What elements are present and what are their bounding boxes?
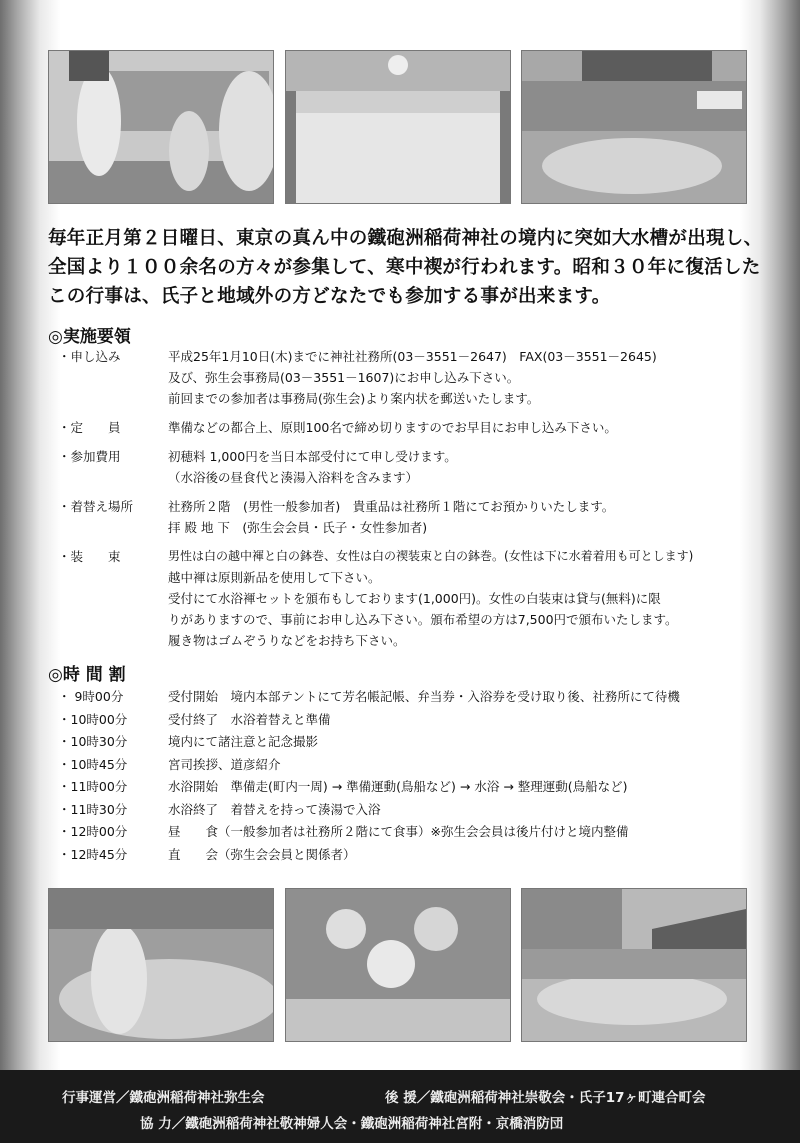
schedule-list bbox=[58, 686, 758, 866]
guideline-text: 準備などの都合上、原則100名で締め切りますのでお早目にお申し込み下さい。 bbox=[168, 420, 617, 435]
guideline-label: ・定 員 bbox=[58, 420, 121, 435]
schedule-time: ・10時00分 bbox=[58, 711, 128, 727]
guidelines-list bbox=[58, 346, 758, 659]
schedule-time: ・ 9時00分 bbox=[58, 689, 124, 704]
guideline-text: 平成25年1月10日(木)までに神社社務所(03－3551－2647) FAX(03－3551－2645) bbox=[168, 349, 657, 364]
guideline-text: りがありますので、事前にお申し込み下さい。頒布希望の方は7,500円で頒布いたします。 bbox=[168, 612, 678, 627]
guideline-label: ・着替え場所 bbox=[58, 499, 134, 514]
schedule-row bbox=[58, 821, 758, 844]
photo-bathers-closeup bbox=[285, 888, 511, 1042]
guideline-text: 越中褌は原則新品を使用して下さい。 bbox=[168, 570, 381, 585]
guideline-body bbox=[168, 546, 758, 651]
guideline-changing-room bbox=[58, 496, 758, 538]
footer-cooperation: 協 力／鐵砲洲稲荷神社敬神婦人会・鐵砲洲稲荷神社宮附・京橋消防団 bbox=[140, 1116, 564, 1132]
photo-group-portrait-image bbox=[286, 51, 510, 203]
photo-carrying-procession-image bbox=[49, 51, 273, 203]
guideline-body bbox=[168, 446, 758, 488]
intro-line: この行事は、氏子と地域外の方どなたでも参加する事が出来ます。 bbox=[48, 286, 611, 307]
intro-line: 毎年正月第２日曜日、東京の真ん中の鐵砲洲稲荷神社の境内に突如大水槽が出現し、 bbox=[48, 228, 763, 249]
photo-carrying-procession bbox=[48, 50, 274, 204]
guideline-application bbox=[58, 346, 758, 409]
guideline-text: （水浴後の昼食代と湊湯入浴料を含みます） bbox=[168, 470, 419, 485]
guideline-label: ・参加費用 bbox=[58, 449, 121, 464]
guideline-capacity bbox=[58, 417, 758, 438]
guideline-body bbox=[168, 496, 758, 538]
schedule-desc: 水浴終了 着替えを持って湊湯で入浴 bbox=[168, 801, 381, 817]
guideline-text: 及び、弥生会事務局(03－3551－1607)にお申し込み下さい。 bbox=[168, 370, 520, 385]
schedule-row bbox=[58, 776, 758, 799]
footer-band bbox=[0, 1070, 800, 1143]
photo-bathing-tank-image bbox=[49, 889, 273, 1041]
intro-paragraph bbox=[48, 224, 763, 311]
guideline-label: ・装 束 bbox=[58, 549, 121, 564]
guideline-body bbox=[168, 346, 758, 409]
schedule-time: ・11時30分 bbox=[58, 801, 128, 817]
schedule-desc: 直 会（弥生会会員と関係者） bbox=[168, 846, 356, 862]
guideline-text: 前回までの参加者は事務局(弥生会)より案内状を郵送いたします。 bbox=[168, 391, 540, 406]
photo-shrine-tank bbox=[521, 888, 747, 1042]
footer-organizer: 行事運営／鐵砲洲稲荷神社弥生会 bbox=[62, 1090, 265, 1106]
photo-tank-crowd-image bbox=[522, 51, 746, 203]
intro-line: 全国より１００余名の方々が参集して、寒中禊が行われます。昭和３０年に復活した bbox=[48, 257, 761, 278]
footer-sponsor: 後 援／鐵砲洲稲荷神社崇敬会・氏子17ヶ町連合町会 bbox=[385, 1090, 706, 1106]
photo-bathers-closeup-image bbox=[286, 889, 510, 1041]
guideline-body bbox=[168, 417, 758, 438]
photo-tank-crowd bbox=[521, 50, 747, 204]
schedule-desc: 境内にて諸注意と記念撮影 bbox=[168, 734, 319, 749]
schedule-row bbox=[58, 686, 758, 709]
schedule-row bbox=[58, 799, 758, 822]
guideline-label: ・申し込み bbox=[58, 349, 121, 364]
section-title-guidelines: ◎実施要領 bbox=[48, 327, 131, 347]
schedule-row bbox=[58, 731, 758, 754]
guideline-text: 初穂料 1,000円を当日本部受付にて申し受けます。 bbox=[168, 449, 457, 464]
schedule-time: ・12時45分 bbox=[58, 846, 128, 862]
schedule-row bbox=[58, 844, 758, 867]
photo-shrine-tank-image bbox=[522, 889, 746, 1041]
guideline-text: 受付にて水浴褌セットを頒布もしております(1,000円)。女性の白装束は貸与(無料)に限 bbox=[168, 591, 661, 606]
guideline-text: 拝 殿 地 下 (弥生会会員・氏子・女性参加者) bbox=[168, 520, 428, 535]
photo-group-portrait bbox=[285, 50, 511, 204]
guideline-text: 社務所２階 (男性一般参加者) 貴重品は社務所１階にてお預かりいたします。 bbox=[168, 499, 615, 514]
guideline-text: 男性は白の越中褌と白の鉢巻、女性は白の禊装束と白の鉢巻。(女性は下に水着着用も可とします) bbox=[168, 549, 694, 563]
schedule-row bbox=[58, 709, 758, 732]
schedule-desc: 水浴開始 準備走(町内一周) → 準備運動(鳥船など) → 水浴 → 整理運動(鳥船など) bbox=[168, 779, 628, 794]
schedule-time: ・10時45分 bbox=[58, 756, 128, 772]
guideline-fee bbox=[58, 446, 758, 488]
schedule-time: ・10時30分 bbox=[58, 734, 128, 749]
guideline-attire bbox=[58, 546, 758, 651]
guideline-text: 履き物はゴムぞうりなどをお持ち下さい。 bbox=[168, 633, 406, 648]
schedule-desc: 宮司挨拶、道彦紹介 bbox=[168, 756, 281, 772]
schedule-row bbox=[58, 754, 758, 777]
schedule-desc: 受付終了 水浴着替えと準備 bbox=[168, 711, 331, 727]
schedule-time: ・12時00分 bbox=[58, 824, 128, 839]
schedule-time: ・11時00分 bbox=[58, 779, 128, 794]
schedule-desc: 受付開始 境内本部テントにて芳名帳記帳、弁当券・入浴券を受け取り後、社務所にて待機 bbox=[168, 689, 680, 704]
section-title-schedule: ◎時 間 割 bbox=[48, 665, 126, 685]
photo-bathing-tank bbox=[48, 888, 274, 1042]
schedule-desc: 昼 食（一般参加者は社務所２階にて食事）※弥生会会員は後片付けと境内整備 bbox=[168, 824, 629, 839]
